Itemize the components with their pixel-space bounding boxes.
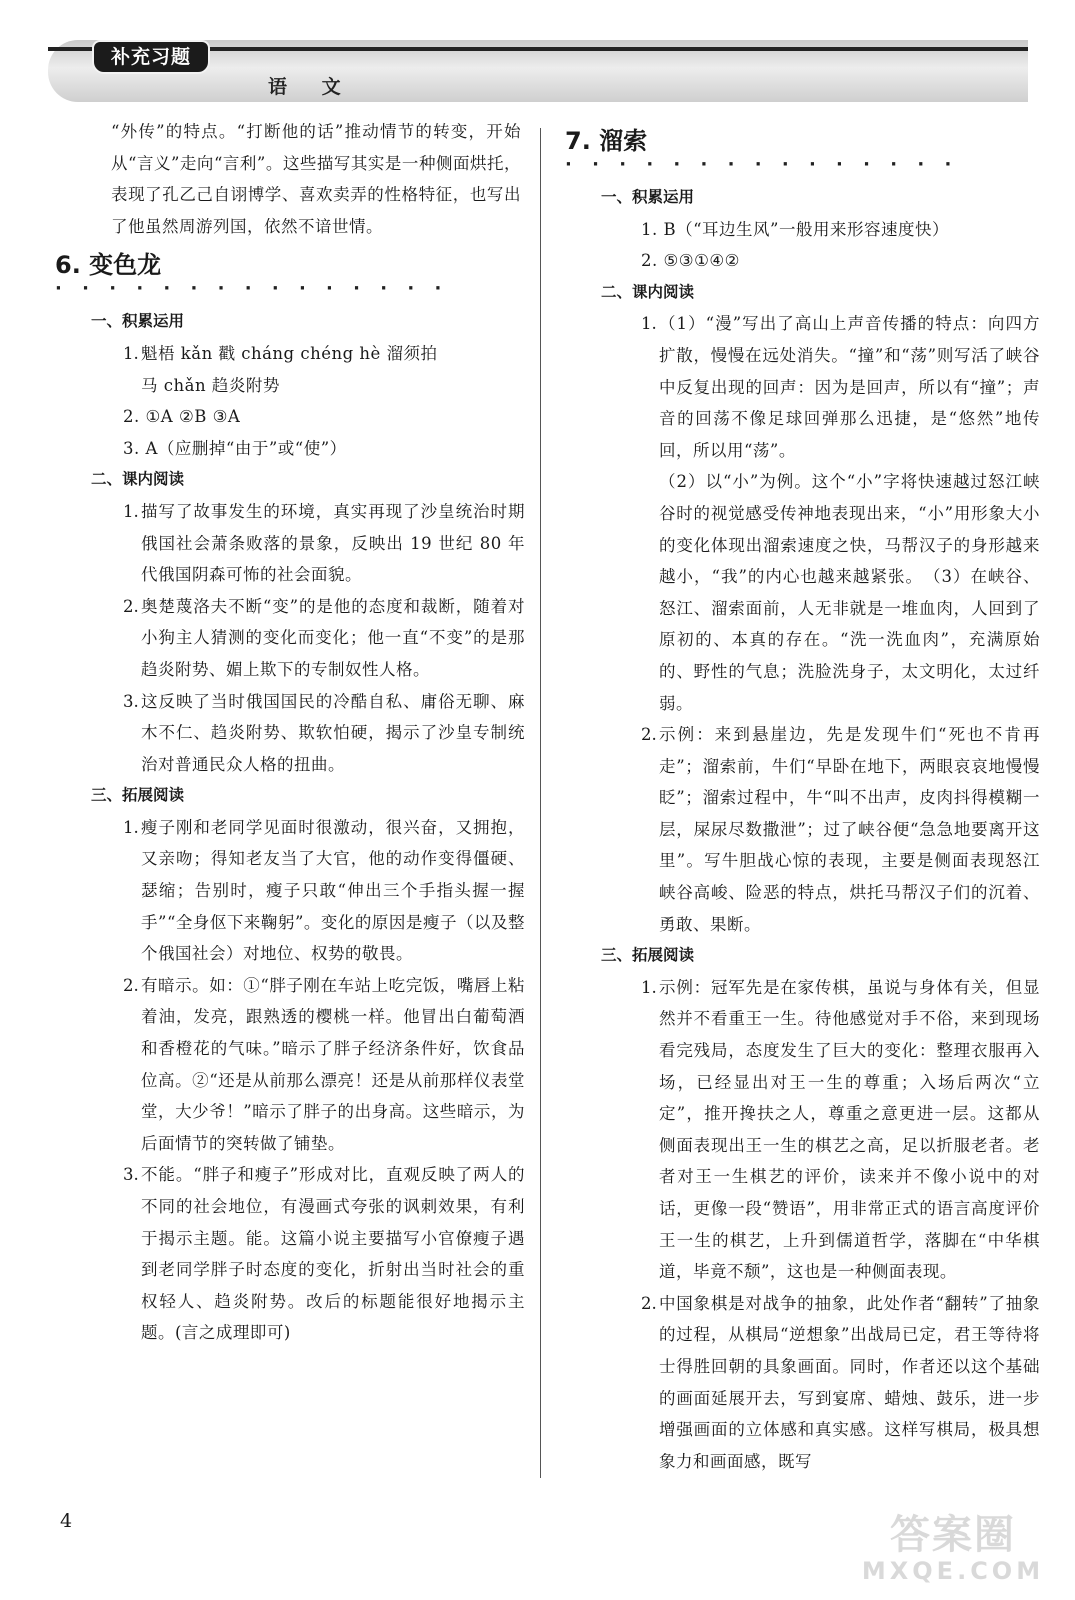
subsection-title: 一、积累运用	[601, 188, 695, 206]
item-text: 这反映了当时俄国国民的冷酷自私、庸俗无聊、麻木不仁、趋炎附势、欺软怕硬，揭示了沙皇专制统治对普通民众人格的扭曲。	[141, 691, 525, 774]
item-number: 1.	[123, 343, 139, 363]
answer-item	[55, 338, 525, 370]
subsection-title: 二、课内阅读	[91, 470, 185, 489]
answer-item	[55, 686, 525, 781]
answer-item	[55, 970, 525, 1160]
item-text: 马 chǎn 趋炎附势	[141, 375, 280, 395]
item-text: 不能。“胖子和瘦子”形成对比，直观反映了两人的不同的社会地位，有漫画式夸张的讽刺效果，有利于揭示主题。能。这篇小说主要描写小官僚瘦子遇到老同学胖子时态度的变化，折射出当时社会的重权轻人、趋炎附势。改后的标题能很好地揭示主题。(言之成理即可)	[141, 1165, 525, 1343]
answer-item	[565, 719, 1040, 940]
answer-item	[55, 591, 525, 686]
item-number: 1.	[123, 501, 139, 521]
site-watermark	[858, 1512, 1048, 1584]
page-number: 4	[60, 1510, 73, 1532]
answer-item	[565, 972, 1040, 1288]
subsection-title: 二、课内阅读	[601, 282, 695, 301]
item-number: 2.	[123, 596, 139, 616]
item-text: （1）“漫”写出了高山上声音传播的特点：向四方扩散，慢慢在远处消失。“撞”和“荡”则写活了峡谷中反复出现的回声：因为是回声，所以有“撞”；声音的回荡不像足球回弹那么迅捷，是“悠然”地传回，所以用“荡”。	[659, 314, 1040, 460]
section-title-7: 7. 溜索	[565, 127, 648, 155]
item-text: 示例：来到悬崖边，先是发现牛们“死也不肯再走”；溜索前，牛们“早卧在地下，两眼哀哀地慢慢眨”；溜索过程中，牛“叫不出声，皮肉抖得模糊一层，屎尿尽数撒泄”；过了峡谷便“急急地要离开这里”。写牛胆战心惊的表现，主要是侧面表现怒江峡谷高峻、险恶的特点，烘托马帮汉子们的沉着、勇敢、果断。	[659, 725, 1040, 934]
item-text: 有暗示。如：①“胖子刚在车站上吃完饭，嘴唇上粘着油，发亮，跟熟透的樱桃一样。他冒出白葡萄酒和香橙花的气味。”暗示了胖子经济条件好，饮食品位高。②“还是从前那么漂亮！还是从前那样仪表堂堂，大少爷！”暗示了胖子的出身高。这些暗示，为后面情节的突转做了铺垫。	[141, 975, 525, 1153]
subject-title: 语 文	[268, 76, 355, 98]
item-number: 1.	[641, 314, 657, 334]
item-number: 2.	[123, 975, 139, 995]
subsection-title: 三、拓展阅读	[91, 786, 185, 805]
answer-item: 3. A（应删掉“由于”或“使”）	[123, 438, 347, 458]
subsection-title: 三、拓展阅读	[601, 946, 695, 965]
continued-answer-text: “外传”的特点。“打断他的话”推动情节的转变，开始从“言义”走向“言利”。这些描写其实是一种侧面烘托，表现了孔乙己自诩博学、喜欢卖弄的性格特征，也写出了他虽然周游列国，依然不谙世情。	[111, 122, 521, 236]
item-number: 3.	[123, 691, 139, 711]
left-column	[55, 116, 525, 1349]
item-number: 1.	[641, 977, 657, 997]
item-number: 2.	[641, 725, 657, 745]
item-text: 示例：冠军先是在家传棋，虽说与身体有关，但显然并不看重王一生。待他感觉对手不俗，来到现场看完残局，态度发生了巨大的变化：整理衣服再入场，已经显出对王一生的尊重；入场后两次“立定”，推开搀扶之人，尊重之意更进一层。这都从侧面表现出王一生的棋艺之高，足以折服老者。老者对王一生棋艺的评价，读来并不像小说中的对话，更像一段“赞语”，用非常正式的语言高度评价王一生的棋艺，上升到儒道哲学，落脚在“中华棋道，毕竟不颓”，这也是一种侧面表现。	[659, 977, 1040, 1282]
answer-item: 2. ⑤③①④②	[641, 251, 740, 271]
answer-item	[565, 308, 1040, 719]
section-dots: · · · · · · · · · · · · · · ·	[55, 282, 449, 300]
watermark-cn: 答案圈	[890, 1512, 1016, 1558]
book-series-tag: 补充习题	[92, 40, 210, 74]
answer-item	[55, 1159, 525, 1349]
item-number: 2.	[641, 1293, 657, 1313]
right-column	[565, 116, 1040, 1477]
item-text: 描写了故事发生的环境，真实再现了沙皇统治时期俄国社会萧条败落的景象，反映出 19 世纪 80 年代俄国阴森可怖的社会面貌。	[141, 501, 525, 585]
item-text: 奥楚蔑洛夫不断“变”的是他的态度和裁断，随着对小狗主人猜测的变化而变化；他一直“不变”的是那趋炎附势、媚上欺下的专制奴性人格。	[141, 596, 525, 679]
item-text: （2）以“小”为例。这个“小”字将快速越过怒江峡谷时的视觉感受传神地表现出来，“小”用形象大小的变化体现出溜索速度之快，马帮汉子的身形越来越小，“我”的内心也越来越紧张。 （3）在峡谷、怒江、溜索面前，人无非就是一堆血肉，人回到了原初的、本真的存在。“洗一洗血肉”，充满原始的、野性的气息；洗脸洗身子，太文明化，太过纤弱。	[659, 472, 1040, 713]
section-dots: · · · · · · · · · · · · · · ·	[565, 158, 959, 175]
answer-item: 2. ①A ②B ③A	[123, 407, 241, 427]
item-text: 中国象棋是对战争的抽象，此处作者“翻转”了抽象的过程，从棋局“逆想象”出战局已定，君王等待将士得胜回朝的具象画面。同时，作者还以这个基础的画面延展开去，写到宴席、蜡烛、鼓乐，进一步增强画面的立体感和真实感。这样写棋局，极具想象力和画面感，既写	[659, 1293, 1040, 1471]
answer-item	[55, 496, 525, 591]
item-text: 瘦子刚和老同学见面时很激动，很兴奋，又拥抱，又亲吻；得知老友当了大官，他的动作变得僵硬、瑟缩；告别时，瘦子只敢“伸出三个手指头握一握手”“全身伛下来鞠躬”。变化的原因是瘦子（以及整个俄国社会）对地位、权势的敬畏。	[141, 817, 525, 964]
subsection-title: 一、积累运用	[91, 312, 185, 331]
item-number: 3.	[123, 1165, 139, 1185]
item-number: 1.	[123, 817, 139, 837]
watermark-en: MXQE.COM	[861, 1557, 1045, 1585]
answer-item	[55, 812, 525, 970]
item-text: 魁梧 kǎn 戳 cháng chéng hè 溜须拍	[141, 343, 438, 363]
answer-item	[565, 1288, 1040, 1478]
answer-item: 1. B（“耳边生风”一般用来形容速度快）	[641, 219, 949, 239]
column-divider	[540, 128, 541, 1478]
section-title-6: 6. 变色龙	[55, 251, 162, 280]
